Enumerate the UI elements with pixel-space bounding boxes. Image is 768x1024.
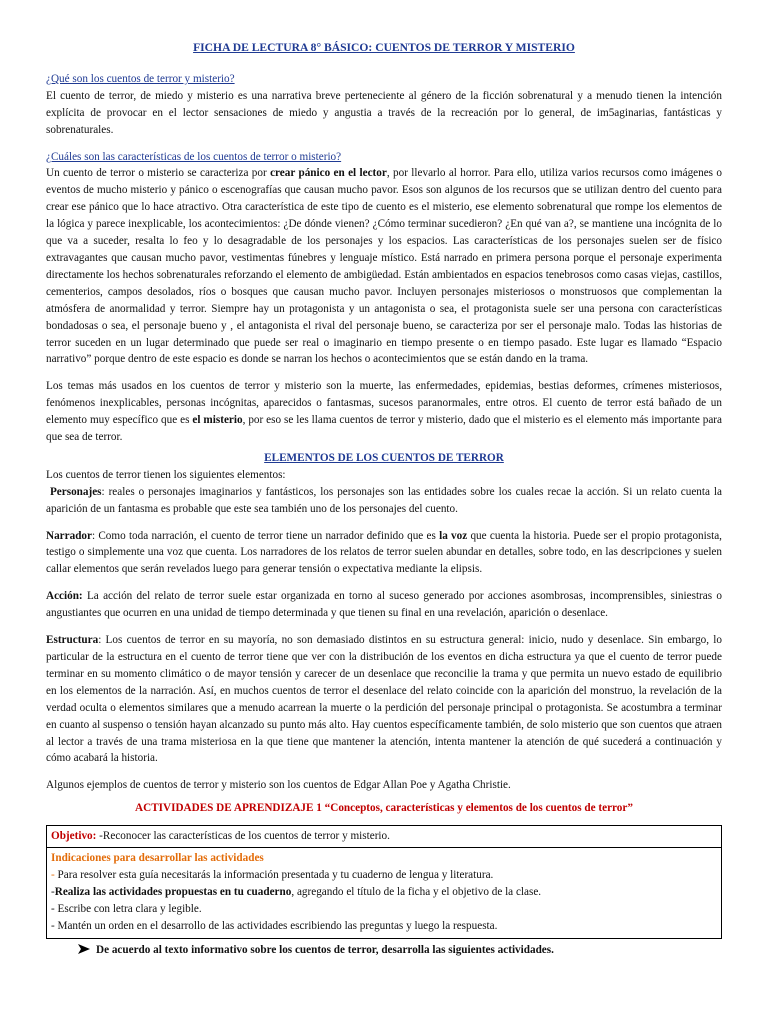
question-heading-1: ¿Qué son los cuentos de terror y misterio? <box>46 72 235 85</box>
element-text: : Como toda narración, el cuento de terror tiene un narrador definido que es <box>91 529 440 542</box>
element-label: Acción: <box>46 590 83 603</box>
element-text: La acción del relato de terror suele estar organizada en torno al suceso generado por acciones asombrosas, incomprensibles, siniestras o angustiantes que ocurren en una unidad de tiempo determinada y que tienen su final en una revelación, aparición o desenlace. <box>46 590 722 620</box>
indication-text: , agregando el título de la ficha y el objetivo de la clase. <box>291 885 542 898</box>
indication-item: - Escribe con letra clara y legible. <box>51 902 202 915</box>
indication-item <box>51 867 717 884</box>
element-estructura <box>46 632 722 767</box>
element-narrador <box>46 528 722 579</box>
element-text: que cuenta la historia. Puede ser el propio protagonista, testigo o simplemente una voz que cuenta. Los narradores de los relatos de terror suelen abundar en detalles, sobre todo, en las descripciones y suelen callar elementos que serán revelados luego para generar tensión o expectativa mediante la elipsis. <box>46 529 722 576</box>
objective-text: -Reconocer las características de los cuentos de terror y misterio. <box>96 830 390 843</box>
elements-intro: Los cuentos de terror tienen los siguientes elementos: <box>46 468 286 481</box>
instructions-box <box>46 825 722 938</box>
dash: - <box>51 868 55 881</box>
indications-title: Indicaciones para desarrollar las actividades <box>51 852 264 865</box>
arrow-bullet-icon <box>78 942 96 959</box>
final-instruction-text: De acuerdo al texto informativo sobre los cuentos de terror, desarrolla las siguientes actividades. <box>96 943 554 956</box>
paragraph-definition: El cuento de terror, de miedo y misterio es una narrativa breve perteneciente al género de la ficción sobrenatural y a menudo tienen la intención explícita de provocar en el lector sensaciones de miedo y angustia a través de la recreación por lo general, de im5aginarias, fantásticas y sobrenaturales. <box>46 89 722 136</box>
bold-phrase: crear pánico en el lector <box>270 167 387 180</box>
question-heading-2: ¿Cuáles son las características de los cuentos de terror o misterio? <box>46 150 342 163</box>
element-label: Estructura <box>46 634 99 647</box>
element-personajes <box>46 484 722 518</box>
objective-row <box>47 826 721 848</box>
element-text: : Los cuentos de terror en su mayoría, no son demasiado distintos en su estructura general: inicio, nudo y desenlace. Sin embargo, lo particular de la estructura en el cuento de terror tiene que ver con la distribución de los eventos en dicha estructura ya que el cuento de terror puede terminar en su momento climático o de mayor tensión y carecer de un desenlace que reconcilie la trama y que permita un nuevo estado de equilibrio en los elementos de la narración. Así, en muchos cuentos de terror el desenlace del relato coincide con la aparición del monstruo, la revelación de la verdad oculta o elementos similares que a menudo acarrean la muerte o la perdición del personaje principal o protagonista. Se acostumbra a terminar en cuanto al suspenso o tensión hayan alcanzado su punto más alto. Hay cuentos específicamente también, de solo misterio que son cuentos que atraen al lector a través de una trama misteriosa en la que tiene que mantener la atención, intenta mantener la atención de qué sucederá a continuación y cómo acabará la historia. <box>46 634 722 765</box>
objective-label: Objetivo: <box>51 830 97 843</box>
page-title: FICHA DE LECTURA 8° BÁSICO: CUENTOS DE TERROR Y MISTERIO <box>193 41 575 54</box>
examples-paragraph: Algunos ejemplos de cuentos de terror y misterio son los cuentos de Edgar Allan Poe y Agatha Christie. <box>46 779 511 792</box>
indications-block <box>47 848 721 938</box>
reading-sheet <box>46 40 722 959</box>
paragraph-text: , por eso se les llama cuentos de terror y misterio, dado que el misterio es el elemento más importante para que sea de terror. <box>46 414 723 444</box>
paragraph-text: Los temas más usados en los cuentos de terror y misterio son la muerte, las enfermedades, epidemias, bestias deformes, crímenes misteriosos, fenómenos inexplicables, personas incógnitas, aparecidos o fantasmas, sucesos paranormales, entre otros. El cuento de terror está bañado de un elemento muy específico que es <box>46 380 722 427</box>
activity-heading: ACTIVIDADES DE APRENDIZAJE 1 “Conceptos, características y elementos de los cuentos de terror” <box>135 802 633 815</box>
indication-bold: Realiza las actividades propuestas en tu cuaderno <box>54 885 292 898</box>
paragraph-text: , por llevarlo al horror. Para ello, utiliza varios recursos como imágenes o eventos de mucho misterio y pánico o escenografías que causan mucho pavor. Esos son algunos de los recursos que se utilizan dentro del cuento para crear ese pánico que lo hace atractivo. Otra característica de este tipo de cuento es el misterio, ese elemento sobrenatural que rompe los elementos de la lógica y parece inexplicable, los acontecimientos: ¿De dónde vienen? ¿Cómo terminar sucedieron? ¿En qué van a?, se mantiene una incógnita de lo que va a suceder, resalta lo feo y lo desagradable de los personajes y los espacios. Las características de los personajes suelen ser de físico extravagantes que causan mucho pavor, vestimentas fúnebres y lenguaje místico. Está narrado en primera persona porque el personaje experimenta directamente los hechos sobrenaturales reforzando el elemento de ambigüedad. Están ambientados en espacios tenebrosos como casas viejas, castillos, cementerios, campos desolados, ríos o bosques que causan mucho pavor. Incluyen personajes misteriosos o monstruosos que complementan la atmósfera de anormalidad y terror. Siempre hay un protagonista y un antagonista o sea, el protagonista suele ser una persona con características bondadosas o sea, el personaje bueno y , el antagonista el rival del personaje bueno, se caracteriza por ser el personaje malo. Todas las historias de terror suceden en un lugar determinado que puede ser real o imaginario en tiempo presente o en tiempo pasado. Este lugar es llamado “Espacio narrativo” porque dentro de este espacio es donde se narran los hechos o acontecimientos que se están dando en la trama. <box>46 167 722 366</box>
indication-text: Para resolver esta guía necesitarás la información presentada y tu cuaderno de lengua y literatura. <box>54 868 494 881</box>
bold-phrase: el misterio <box>192 414 243 427</box>
final-instruction <box>78 942 722 959</box>
element-accion <box>46 588 722 622</box>
paragraph-themes <box>46 378 722 446</box>
elements-heading: ELEMENTOS DE LOS CUENTOS DE TERROR <box>264 451 504 464</box>
indication-item <box>51 884 717 901</box>
element-label: Narrador <box>46 529 92 542</box>
bold-phrase: la voz <box>439 529 468 542</box>
dash: - <box>51 885 55 898</box>
indication-item: - Mantén un orden en el desarrollo de las actividades escribiendo las preguntas y luego la respuesta. <box>51 919 498 932</box>
paragraph-characteristics <box>46 165 722 368</box>
element-text: : reales o personajes imaginarios y fantásticos, los personajes son las entidades sobre los cuales recae la acción. Si un relato cuenta la aparición de un fantasma es probable que este sea también uno de los personajes del cuento. <box>46 485 722 515</box>
paragraph-text: Un cuento de terror o misterio se caracteriza por <box>46 167 271 180</box>
element-label: Personajes <box>49 485 102 498</box>
